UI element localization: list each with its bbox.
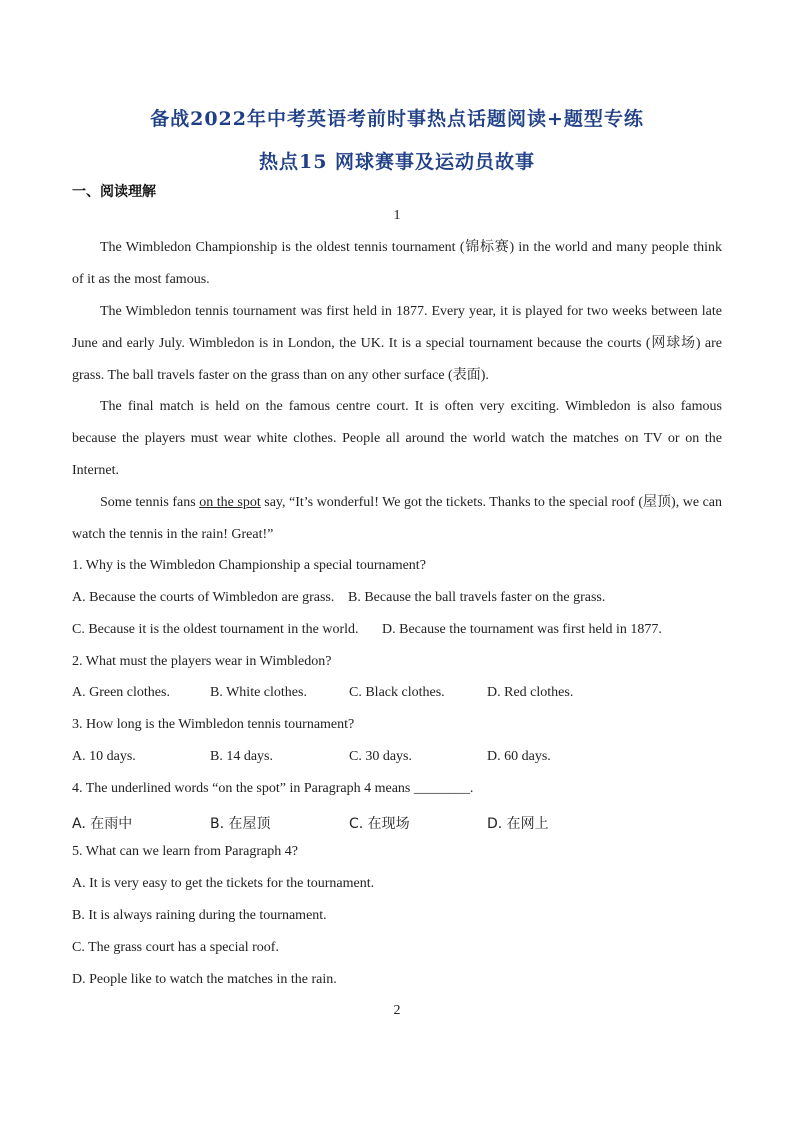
question-4-option-a: A. 在雨中 [72,816,133,832]
question-5-option-d: D. People like to watch the matches in the rain. [72,972,337,987]
question-3-option-d: D. 60 days. [487,749,551,764]
question-3-stem: 3. How long is the Wimbledon tennis tournament? [72,717,355,732]
passage-paragraph-1: The Wimbledon Championship is the oldest tennis tournament (锦标赛) in the world and many people think of it as the most famous. [72,240,722,287]
question-4-option-d: D. 在网上 [487,816,549,832]
passage-number: 1 [393,208,401,223]
question-4-option-b: B. 在屋顶 [210,816,271,832]
underlined-phrase: on the spot [199,495,261,510]
question-1-option-d: D. Because the tournament was first held in 1877. [382,622,662,637]
question-5-option-b: B. It is always raining during the tournament. [72,908,327,923]
document-subtitle: 热点15 网球赛事及运动员故事 [258,151,536,173]
question-2-option-c: C. Black clothes. [349,685,445,700]
question-2-option-d: D. Red clothes. [487,685,574,700]
question-2-option-a: A. Green clothes. [72,685,170,700]
question-2-stem: 2. What must the players wear in Wimbledon? [72,654,332,669]
question-1-option-b: B. Because the ball travels faster on the grass. [348,590,606,605]
passage-paragraph-4: Some tennis fans on the spot say, “It’s wonderful! We got the tickets. Thanks to the special roof (屋顶), we can watch the tennis in the rain! Great!” [72,495,723,542]
question-2-option-b: B. White clothes. [210,685,307,700]
question-1-option-c: C. Because it is the oldest tournament in the world. [72,622,359,637]
question-4-stem: 4. The underlined words “on the spot” in Paragraph 4 means ________. [72,781,474,796]
question-4-option-c: C. 在现场 [349,816,410,832]
question-5-option-c: C. The grass court has a special roof. [72,940,279,955]
passage-paragraph-3: The final match is held on the famous centre court. It is often very exciting. Wimbledon is also famous because the players must wear white clothes. People all around the world watch the matches on TV or on the Internet. [72,399,722,478]
question-5-option-a: A. It is very easy to get the tickets for the tournament. [72,876,375,891]
question-1-option-a: A. Because the courts of Wimbledon are grass. [72,590,335,605]
next-passage-number: 2 [393,1003,401,1018]
question-3-option-c: C. 30 days. [349,749,412,764]
question-1-stem: 1. Why is the Wimbledon Championship a special tournament? [72,558,426,573]
document-title: 备战2022年中考英语考前时事热点话题阅读+题型专练 [150,108,644,130]
section-heading: 一、阅读理解 [72,184,156,200]
question-3-option-a: A. 10 days. [72,749,136,764]
question-3-option-b: B. 14 days. [210,749,273,764]
passage-paragraph-2: The Wimbledon tennis tournament was first held in 1877. Every year, it is played for two weeks between late June and early July. Wimbledon is in London, the UK. It is a special tournament because the courts (网球场) are grass. The ball travels faster on the grass than on any other surface (表面). [72,304,722,383]
question-5-stem: 5. What can we learn from Paragraph 4? [72,844,298,859]
